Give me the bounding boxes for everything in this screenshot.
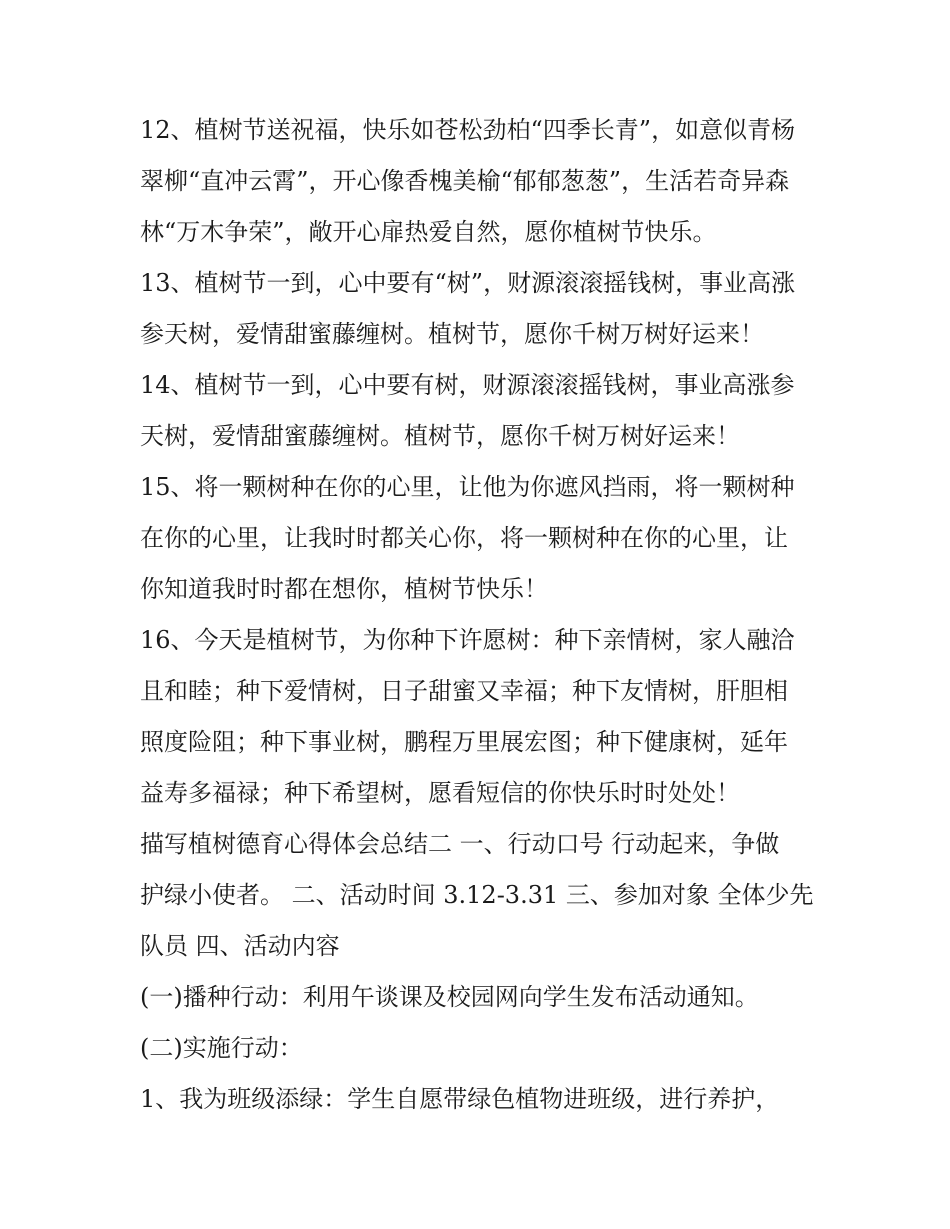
document-body bbox=[140, 105, 820, 1125]
text-line-2: 翠柳“直冲云霄”，开心像香槐美榆“郁郁葱葱”，生活若奇异森 bbox=[140, 167, 790, 195]
text-line-13: 照度险阻；种下事业树，鹏程万里展宏图；种下健康树，延年 bbox=[140, 728, 788, 756]
text-line-11: 16、今天是植树节，为你种下许愿树：种下亲情树，家人融洽 bbox=[140, 626, 795, 654]
text-line-15: 描写植树德育心得体会总结二 一、行动口号 行动起来，争做 bbox=[140, 830, 780, 858]
text-line-6: 14、植树节一到，心中要有树，财源滚滚摇钱树，事业高涨参 bbox=[140, 371, 795, 399]
text-line-16: 护绿小使者。 二、活动时间 3.12-3.31 三、参加对象 全体少先 bbox=[140, 881, 814, 909]
text-line-19: (二)实施行动： bbox=[140, 1034, 303, 1062]
text-line-1: 12、植树节送祝福，快乐如苍松劲柏“四季长青”，如意似青杨 bbox=[140, 116, 796, 144]
text-line-14: 益寿多福禄；种下希望树，愿看短信的你快乐时时处处！ bbox=[140, 779, 740, 807]
text-line-12: 且和睦；种下爱情树，日子甜蜜又幸福；种下友情树，肝胆相 bbox=[140, 677, 788, 705]
text-line-10: 你知道我时时都在想你，植树节快乐！ bbox=[140, 575, 548, 603]
text-line-3: 林“万木争荣”，敞开心扉热爱自然，愿你植树节快乐。 bbox=[140, 218, 717, 246]
text-line-20: 1、我为班级添绿：学生自愿带绿色植物进班级，进行养护， bbox=[140, 1085, 780, 1113]
text-line-18: (一)播种行动：利用午谈课及校园网向学生发布活动通知。 bbox=[140, 983, 759, 1011]
text-line-4: 13、植树节一到，心中要有“树”，财源滚滚摇钱树，事业高涨 bbox=[140, 269, 796, 297]
text-line-7: 天树，爱情甜蜜藤缠树。植树节，愿你千树万树好运来！ bbox=[140, 422, 740, 450]
text-line-9: 在你的心里，让我时时都关心你，将一颗树种在你的心里，让 bbox=[140, 524, 788, 552]
text-line-5: 参天树，爱情甜蜜藤缠树。植树节，愿你千树万树好运来！ bbox=[140, 320, 764, 348]
text-line-8: 15、将一颗树种在你的心里，让他为你遮风挡雨，将一颗树种 bbox=[140, 473, 795, 501]
text-line-17: 队员 四、活动内容 bbox=[140, 932, 340, 960]
